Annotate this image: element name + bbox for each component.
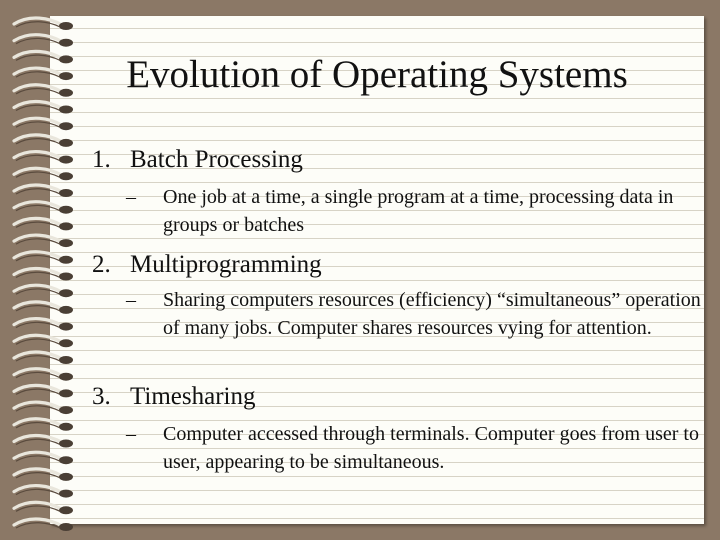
slide-title: Evolution of Operating Systems	[126, 53, 628, 96]
dash-bullet: –	[126, 289, 136, 311]
binding-hole	[59, 473, 73, 481]
binding-hole	[59, 106, 73, 114]
dash-bullet: –	[126, 186, 136, 208]
binding-hole	[59, 239, 73, 247]
item-label: Multiprogramming	[130, 251, 322, 278]
binding-hole	[59, 356, 73, 364]
binding-hole	[59, 456, 73, 464]
item-label: Batch Processing	[130, 146, 303, 173]
binding-hole	[59, 222, 73, 230]
item-number: 1.	[92, 146, 111, 173]
dash-bullet: –	[126, 423, 136, 445]
binding-hole	[59, 523, 73, 531]
binding-hole	[59, 139, 73, 147]
binding-hole	[59, 440, 73, 448]
list-item-1	[92, 147, 303, 172]
binding-hole	[59, 273, 73, 281]
sub-item-text: Computer accessed through terminals. Computer goes from user to user, appearing to be simultaneous.	[163, 423, 699, 473]
binding-hole	[59, 406, 73, 414]
binding-hole	[59, 189, 73, 197]
binding-hole	[59, 490, 73, 498]
list-item-3	[92, 384, 255, 409]
binding-hole	[59, 156, 73, 164]
binding-hole	[59, 306, 73, 314]
binding-hole	[59, 506, 73, 514]
binding-hole	[59, 289, 73, 297]
binding-hole	[59, 122, 73, 130]
binding-hole	[59, 323, 73, 331]
list-item-2	[92, 252, 322, 277]
binding-hole	[59, 206, 73, 214]
binding-hole	[59, 22, 73, 30]
item-number: 2.	[92, 251, 111, 278]
binding-hole	[59, 256, 73, 264]
binding-hole	[59, 172, 73, 180]
binding-hole	[59, 423, 73, 431]
sub-item-text: Sharing computers resources (efficiency) “simultaneous” operation of many jobs. Computer shares resources vying for attention.	[163, 289, 701, 339]
item-number: 3.	[92, 383, 111, 410]
binding-hole	[59, 373, 73, 381]
item-label: Timesharing	[130, 383, 256, 410]
binding-hole	[59, 39, 73, 47]
binding-hole	[59, 339, 73, 347]
binding-hole	[59, 389, 73, 397]
sub-item-text: One job at a time, a single program at a time, processing data in groups or batches	[163, 186, 674, 236]
